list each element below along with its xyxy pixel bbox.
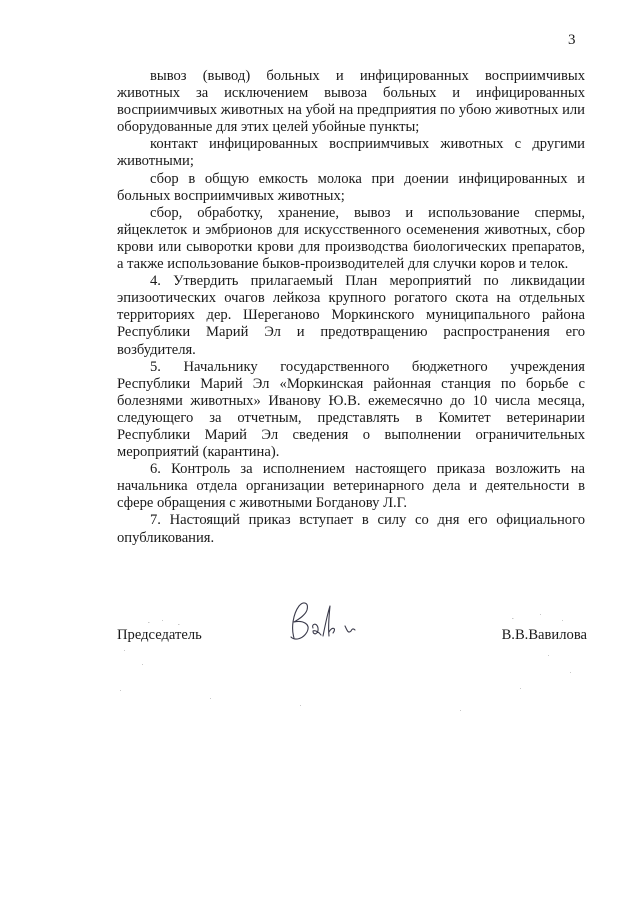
paragraph-contact-restriction: контакт инфицированных восприимчивых животных с другими животными; [117, 136, 585, 170]
paragraph-item-5: 5. Начальнику государственного бюджетного учреждения Республики Марий Эл «Моркинская районная станция по борьбе с болезнями животных» Иванову Ю.В. ежемесячно до 10 числа месяца, следующего за отчетным, представлять в Комитет ветеринарии Республики Марий Эл сведения о выполнении ограничительных мероприятий (карантина). [117, 358, 585, 461]
paragraph-export-restriction: вывоз (вывод) больных и инфицированных восприимчивых животных за исключением вывоза больных и инфицированных восприимчивых животных на убой на предприятия по убою животных или оборудованные для этих целей убойные пункты; [117, 68, 585, 136]
paragraph-item-4: 4. Утвердить прилагаемый План мероприятий по ликвидации эпизоотических очагов лейкоза крупного рогатого скота на отдельных территориях дер. Шереганово Моркинского муниципального района Республики Марий Эл и предотвращению распространения его возбудителя. [117, 273, 585, 358]
document-body [117, 68, 585, 547]
page-number: 3 [568, 32, 576, 48]
paragraph-item-6: 6. Контроль за исполнением настоящего приказа возложить на начальника отдела организации ветеринарного дела и деятельности в сфере обращения с животными Богданову Л.Г. [117, 461, 585, 512]
signatory-name: В.В.Вавилова [501, 627, 587, 643]
signature-block [117, 598, 587, 658]
handwritten-signature [285, 598, 365, 646]
signatory-title: Председатель [117, 627, 202, 643]
paragraph-sperm-collection: сбор, обработку, хранение, вывоз и использование спермы, яйцеклеток и эмбрионов для искусственного осеменения животных, сбор крови или сыворотки крови для производства биологических препаратов, а также использование быков-производителей для случки коров и телок. [117, 204, 585, 273]
paragraph-milk-collection: сбор в общую емкость молока при доении инфицированных и больных восприимчивых животных; [117, 170, 585, 204]
paragraph-item-7: 7. Настоящий приказ вступает в силу со дня его официального опубликования. [117, 512, 585, 546]
